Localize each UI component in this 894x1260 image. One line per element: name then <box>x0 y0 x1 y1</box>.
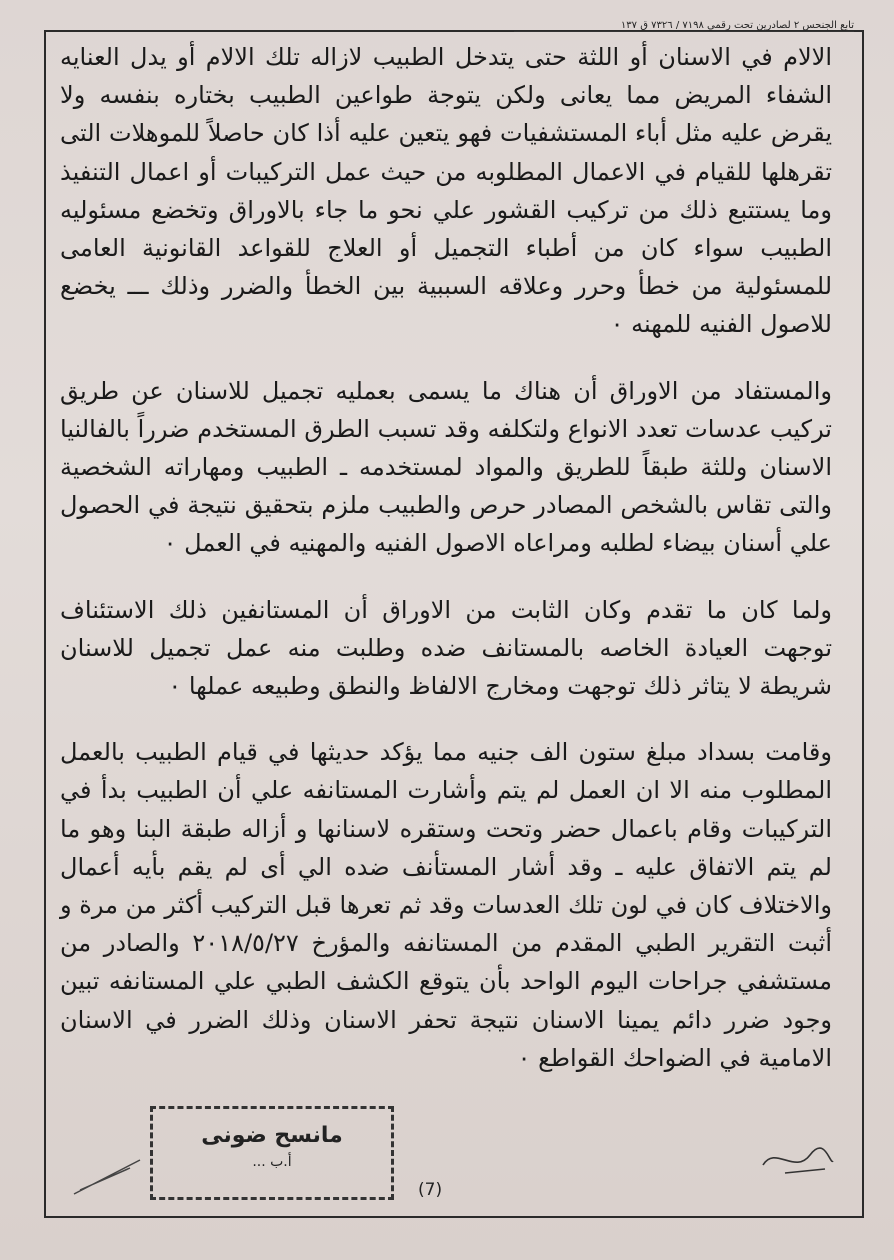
paragraph-3: ولما كان ما تقدم وكان الثابت من الاوراق أن المستانفين ذلك الاستئناف توجهت العيادة الخاصه بالمستانف ضده وطلبت منه عمل تجميل للاسنان شريطة لا يتاثر ذلك توجهت ومخارج الالفاظ والنطق وطبيعه عملها ٠ <box>60 595 832 701</box>
body-text <box>60 38 832 1077</box>
case-reference: تابع الجنحس ٢ لصادرين تحت رقمي ٧١٩٨ / ٧٣٢٦ ق ١٣٧ <box>514 20 854 32</box>
official-stamp <box>150 1106 394 1200</box>
handwritten-scrawl-icon <box>70 1150 150 1200</box>
paragraph-2: والمستفاد من الاوراق أن هناك ما يسمى بعمليه تجميل للاسنان عن طريق تركيب عدسات تعدد الانواع ولتكلفه وقد تسبب الطرق المستخدم ضرراً بالفالنيا الاسنان وللثة طبقاً للطريق والمواد لمستخدمه ـ الطبيب ومهاراته الشخصية والتى تقاس بالشخص المصادر حرص والطبيب ملزم بتحقيق نتيجة في الحصول علي أسنان بيضاء لطلبه ومراعاه الاصول الفنيه والمهنيه في العمل ٠ <box>60 376 832 558</box>
paragraph-4: وقامت بسداد مبلغ ستون الف جنيه مما يؤكد حديثها في قيام الطبيب بالعمل المطلوب منه الا ان العمل لم يتم وأشارت المستانفه علي أن الطبيب بدأ في التركيبات وقام باعمال حضر وتحت وستقره لاسنانها و أزاله طبقة البنا وهو ما لم يتم الاتفاق عليه ـ وقد أشار المستأنف ضده الي أى لم يقم بأيه أعمال والاختلاف كان في لون تلك العدسات وقد ثم تعرها قبل التركيب أكثر من مرة و أثبت التقرير الطبي المقدم من المستانفه والمؤرخ ٢٠١٨/٥/٢٧ والصادر من مستشفي جراحات اليوم الواحد بأن يتوقع الكشف الطبي علي المستانفه تبين وجود ضرر دائم يمينا الاسنان نتيجة تحفر الاسنان وذلك الضرر في الاسنان الامامية في الضواحك القواطع ٠ <box>60 738 832 1072</box>
page-number: (7) <box>418 1180 443 1200</box>
signature <box>755 1135 835 1185</box>
stamp-subtext: أ.ب ... <box>252 1154 292 1170</box>
stamp-name: مانسح ضونى <box>201 1123 343 1148</box>
paragraph-1: الالام في الاسنان أو اللثة حتى يتدخل الطبيب لازاله تلك الالام أو يدل العنايه الشفاء المريض مما يعانى ولكن يتوجة طواعين الطبيب بختاره بنفسه ولا يقرض عليه مثل أباء المستشفيات فهو يتعين عليه أذا كان حاصلاً للموهلات التى تقرهلها للقيام في الاعمال المطلوبه من حيث عمل التركيبات أو اعمال التنفيذ وما يستتبع ذلك من تركيب القشور علي نحو ما جاء بالاوراق وتخضع مسئوليه الطبيب سواء كان من أطباء التجميل أو العلاج للقواعد القانونية العامى للمسئولية من خطأ وحرر وعلاقه السببية بين الخطأ والضرر وذلك ـــ يخضع للاصول الفنيه للمهنه ٠ <box>60 43 832 339</box>
signature-mark-icon <box>755 1135 835 1185</box>
